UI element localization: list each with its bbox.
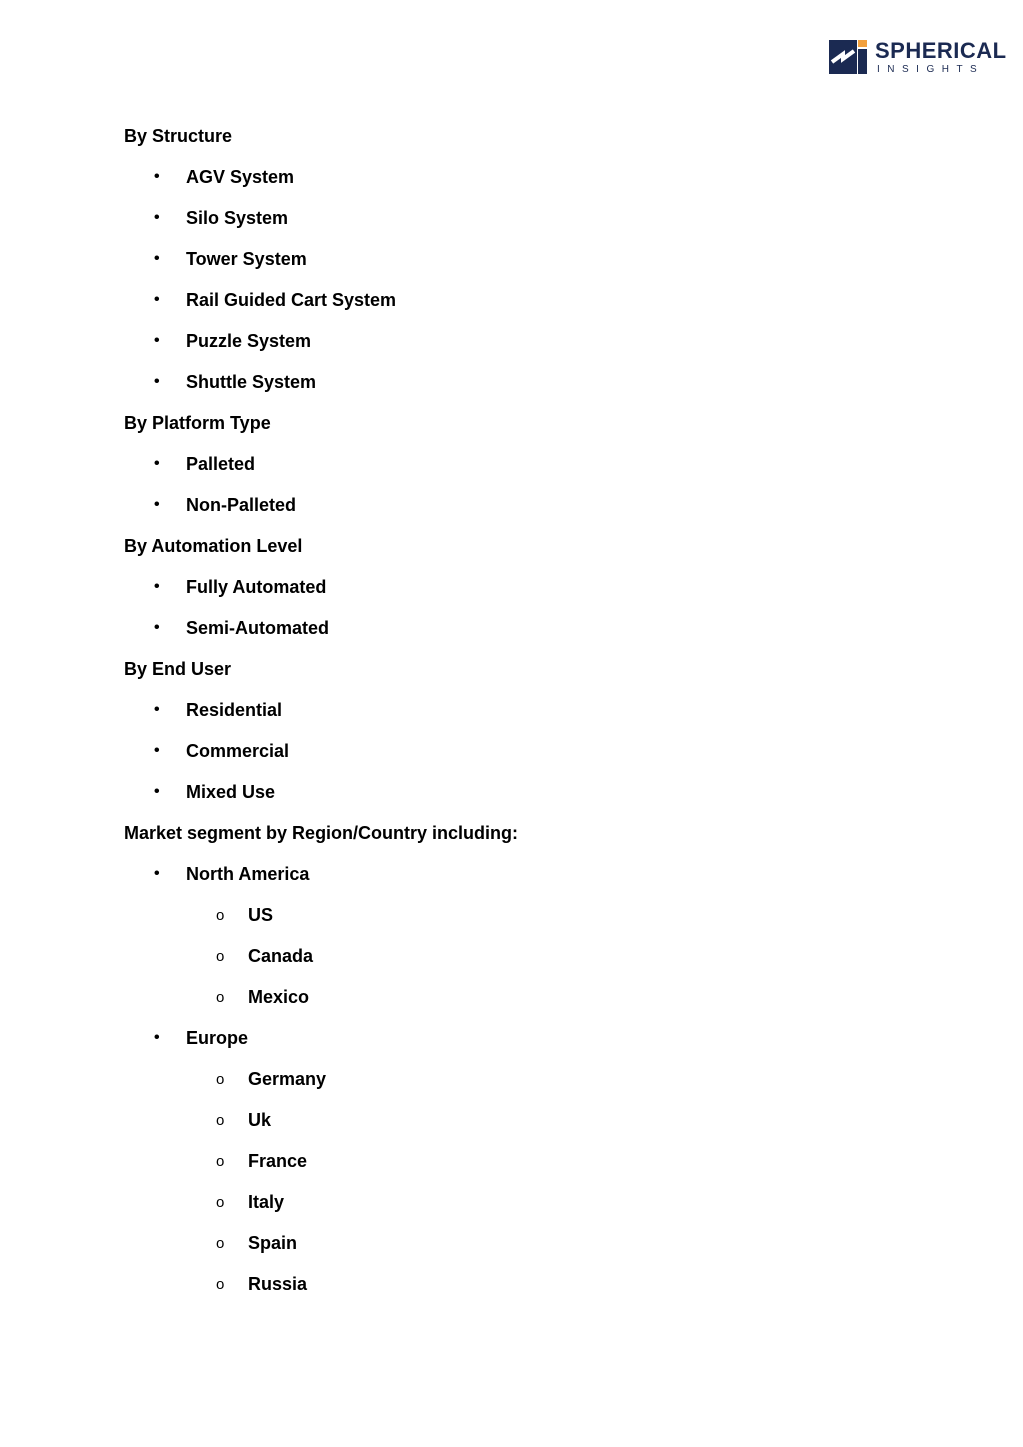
bullet-icon: • — [154, 742, 160, 759]
logo-tagline: INSIGHTS — [877, 64, 985, 75]
section-heading: By End User — [124, 659, 232, 679]
list-item-country: o Mexico — [124, 985, 904, 1026]
bullet-icon: • — [154, 332, 160, 349]
section-region — [124, 821, 904, 1313]
section-automation-level — [124, 534, 904, 657]
list-item: • Tower System — [154, 249, 307, 269]
list-item-region: • Europe — [154, 1028, 249, 1048]
document-body — [124, 124, 904, 1313]
list-item: • Puzzle System — [154, 331, 312, 351]
list-item-region: • North America — [154, 864, 310, 884]
list-item: • Mixed Use — [154, 782, 276, 802]
bullet-icon: • — [154, 168, 160, 185]
bullet-icon: • — [154, 209, 160, 226]
bullet-list — [124, 862, 904, 1313]
circle-bullet-icon: o — [216, 1235, 225, 1252]
logo-mark-icon — [829, 40, 867, 74]
logo-name: SPHERICAL — [875, 38, 1007, 63]
list-item: • Rail Guided Cart System — [154, 290, 397, 310]
circle-bullet-icon: o — [216, 1153, 225, 1170]
bullet-list — [124, 452, 904, 534]
list-item-country: o Uk — [124, 1108, 904, 1149]
list-item-country: o US — [124, 903, 904, 944]
bullet-list — [124, 575, 904, 657]
circle-bullet-icon: o — [216, 989, 225, 1006]
bullet-icon: • — [154, 701, 160, 718]
spherical-insights-logo — [829, 38, 1007, 76]
list-item: • Non-Palleted — [154, 495, 297, 515]
list-item: • Silo System — [154, 208, 289, 228]
list-item: • Residential — [154, 700, 283, 720]
section-heading: By Automation Level — [124, 536, 303, 556]
circle-bullet-icon: o — [216, 1276, 225, 1293]
section-structure — [124, 124, 904, 411]
bullet-icon: • — [154, 291, 160, 308]
section-heading: Market segment by Region/Country including: — [124, 823, 519, 843]
list-item-country: o Spain — [124, 1231, 904, 1272]
bullet-icon: • — [154, 783, 160, 800]
circle-bullet-icon: o — [216, 1194, 225, 1211]
bullet-icon: • — [154, 250, 160, 267]
list-item-country: o Russia — [124, 1272, 904, 1313]
section-end-user — [124, 657, 904, 821]
list-item-country: o Germany — [124, 1067, 904, 1108]
bullet-icon: • — [154, 1029, 160, 1046]
section-heading: By Structure — [124, 126, 233, 146]
bullet-icon: • — [154, 496, 160, 513]
bullet-icon: • — [154, 373, 160, 390]
bullet-icon: • — [154, 455, 160, 472]
list-item: • Palleted — [154, 454, 256, 474]
circle-bullet-icon: o — [216, 907, 225, 924]
list-item: • Semi-Automated — [154, 618, 330, 638]
list-item-country: o Canada — [124, 944, 904, 985]
section-heading: By Platform Type — [124, 413, 271, 433]
bullet-list — [124, 698, 904, 821]
list-item: • Commercial — [154, 741, 290, 761]
list-item-country: o France — [124, 1149, 904, 1190]
list-item-country: o Italy — [124, 1190, 904, 1231]
section-platform-type — [124, 411, 904, 534]
bullet-list — [124, 165, 904, 411]
list-item: • Fully Automated — [154, 577, 327, 597]
bullet-icon: • — [154, 865, 160, 882]
bullet-icon: • — [154, 619, 160, 636]
list-item: • Shuttle System — [154, 372, 317, 392]
circle-bullet-icon: o — [216, 1112, 225, 1129]
list-item: • AGV System — [154, 167, 295, 187]
circle-bullet-icon: o — [216, 948, 225, 965]
bullet-icon: • — [154, 578, 160, 595]
circle-bullet-icon: o — [216, 1071, 225, 1088]
